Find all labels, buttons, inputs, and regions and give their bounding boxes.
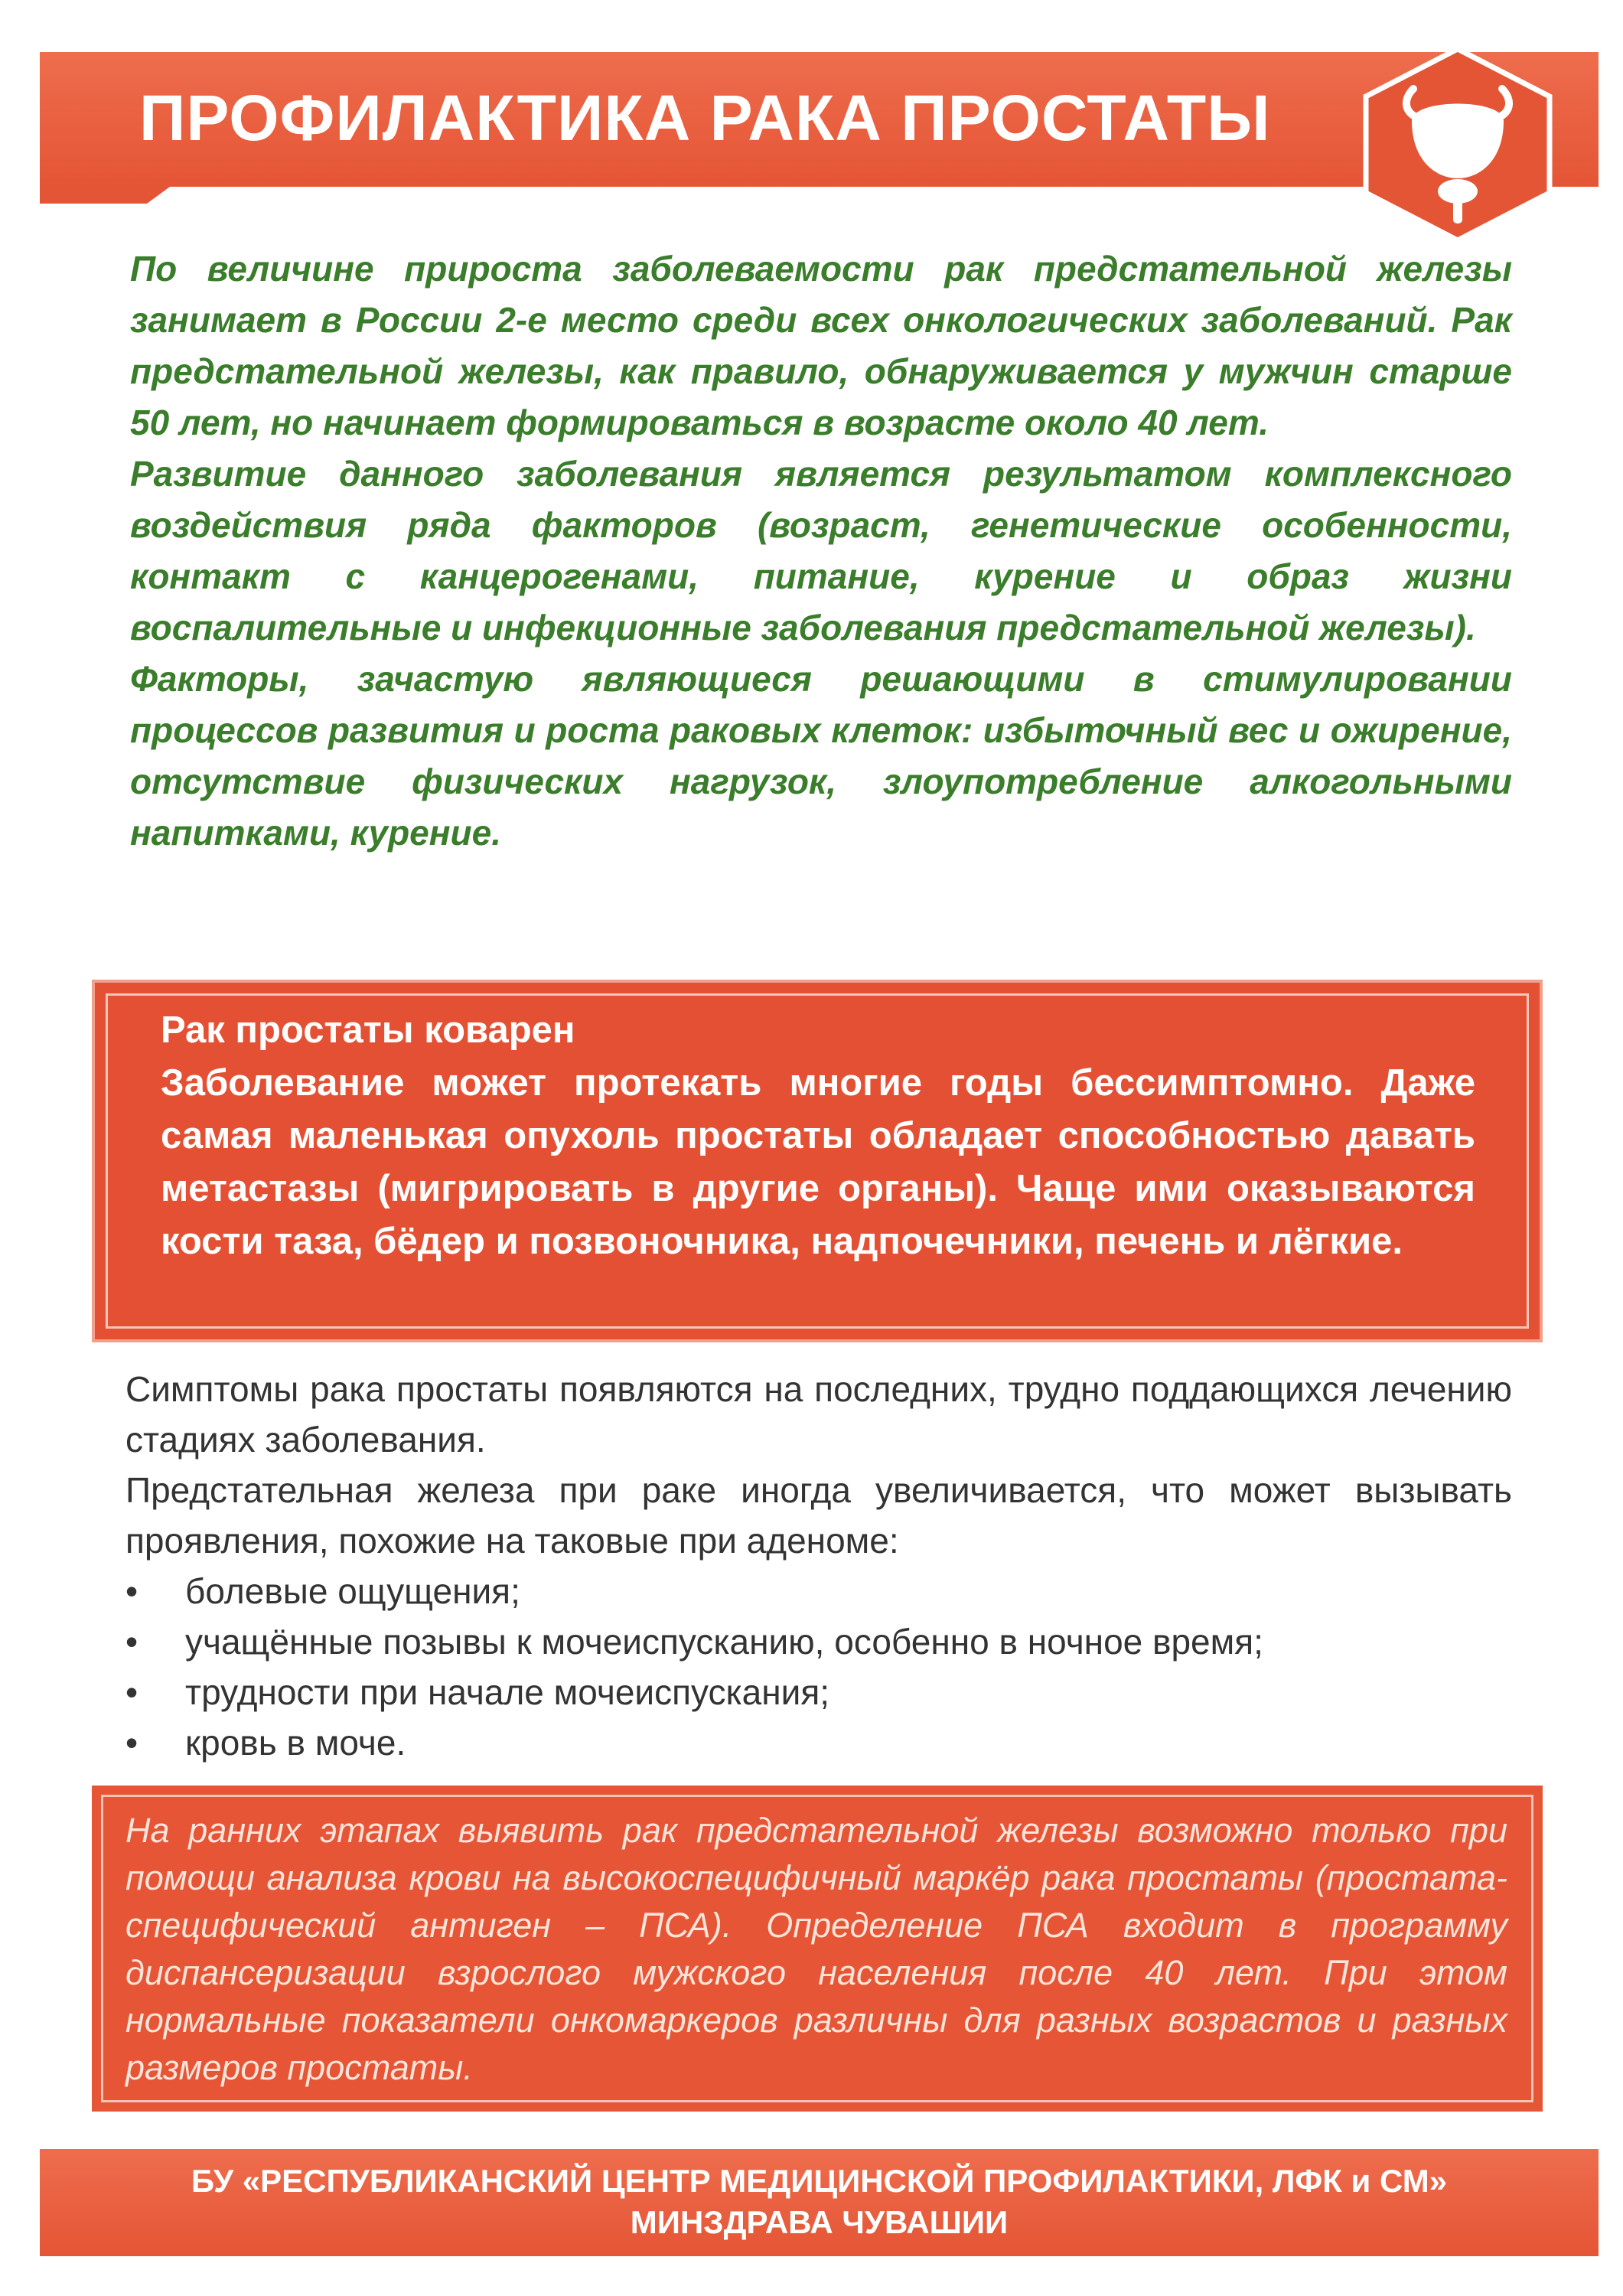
page-title: ПРОФИЛАКТИКА РАКА ПРОСТАТЫ: [139, 82, 1271, 154]
bullet-icon: •: [125, 1723, 139, 1763]
psa-info-box: [92, 1786, 1543, 2112]
symptoms-list: [125, 1566, 1512, 1768]
footer-banner: [40, 2149, 1599, 2256]
warning-body: Заболевание может протекать многие годы бессимптомно. Даже самая маленькая опухоль простаты обладает способностью давать метастазы (мигрировать в другие органы). Чаще ими оказываются кости таза, бёдер и позвоночника, надпочечники, печень и лёгкие.: [161, 1062, 1475, 1262]
list-item-text: трудности при начале мочеиспускания;: [185, 1672, 830, 1712]
intro-paragraph: Развитие данного заболевания является результатом комплексного воздействия ряда факторов (возраст, генетические особенности, контакт с канцерогенами, питание, курение и образ жизни воспалительные и инфекционные заболевания предстательной железы).: [130, 454, 1512, 647]
list-item-text: учащённые позывы к мочеиспусканию, особенно в ночное время;: [185, 1622, 1263, 1662]
warning-heading: Рак простаты коварен: [161, 1009, 575, 1051]
list-item: [125, 1566, 1512, 1616]
warning-box: [92, 980, 1543, 1342]
bullet-icon: •: [125, 1672, 139, 1712]
warning-text: [161, 1004, 1475, 1268]
intro-paragraph: Факторы, зачастую являющиеся решающими в стимулировании процессов развития и роста раковых клеток: избыточный вес и ожирение, отсутствие физических нагрузок, злоупотребление алкогольными напитками, курение.: [130, 659, 1512, 853]
bullet-icon: •: [125, 1622, 139, 1662]
prostate-organ-icon: [1358, 44, 1557, 245]
footer-ministry: МИНЗДРАВА ЧУВАШИИ: [630, 2204, 1009, 2240]
list-item: [125, 1667, 1512, 1717]
list-item-text: болевые ощущения;: [185, 1571, 520, 1611]
bullet-icon: •: [125, 1571, 139, 1611]
symptoms-paragraph: Предстательная железа при раке иногда увеличивается, что может вызывать проявления, похожие на таковые при аденоме:: [125, 1470, 1512, 1561]
psa-info-text: На ранних этапах выявить рак предстательной железы возможно только при помощи анализа крови на высокоспецифичный маркёр рака простаты (простата-специфический антиген – ПСА). Определение ПСА входит в программу диспансеризации взрослого мужского населения после 40 лет. При этом нормальные показатели онкомаркеров различны для разных возрастов и разных размеров простаты.: [125, 1811, 1507, 2087]
list-item-text: кровь в моче.: [185, 1723, 406, 1763]
symptoms-section: [125, 1364, 1512, 1768]
list-item: [125, 1717, 1512, 1768]
footer-organization: БУ «РЕСПУБЛИКАНСКИЙ ЦЕНТР МЕДИЦИНСКОЙ ПРОФИЛАКТИКИ, ЛФК и СМ»: [191, 2163, 1448, 2199]
intro-paragraph: По величине прироста заболеваемости рак предстательной железы занимает в России 2-е место среди всех онкологических заболеваний. Рак предстательной железы, как правило, обнаруживается у мужчин старше 50 лет, но начинает формироваться в возрасте около 40 лет.: [130, 249, 1512, 442]
list-item: [125, 1616, 1512, 1667]
intro-text: [130, 243, 1512, 859]
header-banner-notch: [40, 187, 170, 207]
symptoms-paragraph: Симптомы рака простаты появляются на последних, трудно поддающихся лечению стадиях заболевания.: [125, 1369, 1512, 1459]
